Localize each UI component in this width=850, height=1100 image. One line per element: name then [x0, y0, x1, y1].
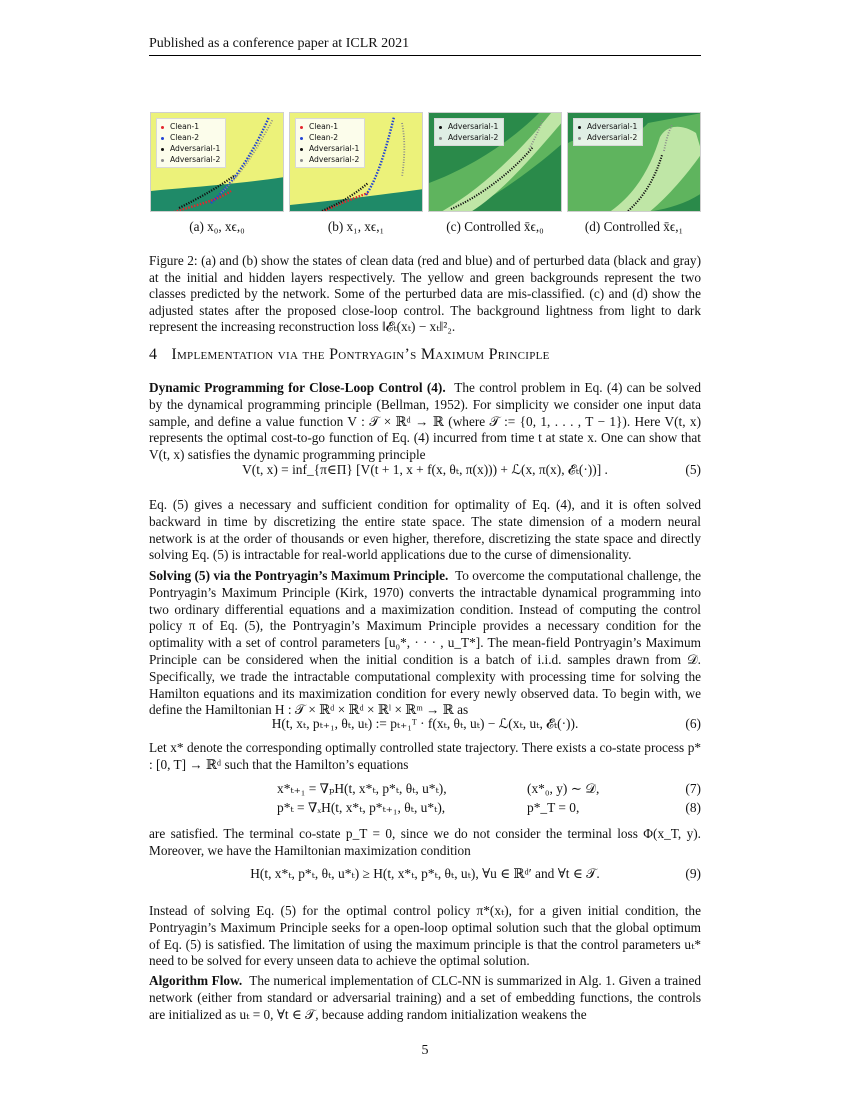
- legend-label: Adversarial-2: [170, 155, 221, 164]
- legend-label: Clean-2: [170, 133, 200, 142]
- legend-entry: [161, 132, 220, 143]
- clean-1-marker: [300, 126, 303, 129]
- equation-number: (8): [685, 800, 701, 815]
- paragraph-title: Solving (5) via the Pontryagin’s Maximum Principle.: [149, 568, 449, 583]
- page-number: 5: [421, 1043, 429, 1058]
- legend-entry: [161, 143, 220, 154]
- panel-d: [567, 112, 701, 212]
- adversarial-1-marker: [161, 148, 164, 151]
- adversarial-2-marker: [578, 137, 581, 140]
- equation-6: [149, 716, 701, 736]
- panel-d-legend: [573, 118, 643, 146]
- legend-label: Adversarial-1: [448, 122, 499, 131]
- figure-2: [150, 112, 702, 242]
- legend-label: Adversarial-2: [587, 133, 638, 142]
- panel-c-caption: (c) Controlled x̄ϵ,₀: [446, 219, 544, 234]
- legend-entry: [300, 154, 359, 165]
- paragraph-title: Algorithm Flow.: [149, 973, 243, 988]
- legend-entry: [578, 121, 637, 132]
- paragraph-eq5-discussion: Eq. (5) gives a necessary and sufficient condition for optimality of Eq. (4), and it is often solved backward in time by discretizing the entire state space. The state dimension of a modern neural network is at the order of thousands or even higher, therefore, discretizing the state space and directly solving Eq. (5) is intractable for real-world applications due to the curse of dimensionality.: [149, 497, 701, 563]
- clean-2-marker: [300, 137, 303, 140]
- legend-entry: [300, 132, 359, 143]
- paragraph-title: Dynamic Programming for Close-Loop Control (4).: [149, 380, 446, 395]
- paragraph-text: The control problem in Eq. (4) can be solved by the dynamical programming principle (Bellman, 1952). For simplicity we consider one input data sample, and define a value function V : 𝒯 × ℝᵈ → ℝ (where 𝒯 := {0, 1, . . . , T − 1}). Here V(t, x) represents the optimal cost-to-go function of Eq. (4) incurred from time t at state x. One can show that V(t, x) satisfies the dynamic programming principle: [149, 380, 701, 463]
- paragraph-pontryagin: [149, 568, 701, 719]
- equation-right: (x*₀, y) ∼ 𝒟,: [527, 781, 600, 796]
- panel-a-legend: [156, 118, 226, 168]
- adversarial-1-marker: [439, 126, 442, 129]
- equation-body: V(t, x) = inf_{π∈Π} [V(t + 1, x + f(x, θₜ, π(x))) + ℒ(x, π(x), 𝓔ₜ(·))] .: [242, 462, 608, 477]
- paragraph-terminal-costate: are satisfied. The terminal co-state p_T = 0, since we do not consider the terminal loss Φ(x_T, y). Moreover, we have the Hamiltonian maximization condition: [149, 826, 701, 858]
- legend-entry: [300, 121, 359, 132]
- panel-d-caption: (d) Controlled x̄ϵ,₁: [584, 219, 684, 234]
- clean-2-marker: [161, 137, 164, 140]
- legend-entry: [439, 121, 498, 132]
- legend-label: Clean-1: [309, 122, 339, 131]
- paragraph-text: The numerical implementation of CLC-NN is summarized in Alg. 1. Given a trained network (either from standard or adversarial training) and a set of embedding functions, the controls are initialized as uₜ = 0, ∀t ∈ 𝒯, because adding random initialization weakens the: [149, 973, 701, 1022]
- section-title: Implementation via the Pontryagin’s Maximum Principle: [171, 346, 550, 363]
- adversarial-2-marker: [439, 137, 442, 140]
- panel-a-caption: (a) x₀, xϵ,₀: [189, 219, 245, 234]
- equation-number: (5): [685, 462, 701, 477]
- legend-entry: [161, 121, 220, 132]
- equation-9: [149, 866, 701, 888]
- header-rule: [149, 55, 701, 56]
- equation-right: p*_T = 0,: [527, 800, 580, 815]
- panel-b-caption: (b) x₁, xϵ,₁: [327, 219, 385, 234]
- equation-number: (9): [685, 866, 701, 881]
- equation-number: (7): [685, 781, 701, 796]
- legend-label: Clean-1: [170, 122, 200, 131]
- panel-c: [428, 112, 562, 212]
- legend-entry: [300, 143, 359, 154]
- legend-entry: [161, 154, 220, 165]
- equation-5: [149, 462, 701, 484]
- paragraph-text: To overcome the computational challenge, the Pontryagin’s Maximum Principle (Kirk, 1970) converts the intractable dynamical programming into two ordinary differential equations and a maximization condition. Instead of computing the control policy π of Eq. (5), the Pontryagin’s Maximum Principle provides a necessary condition for the optimality with a set of control parameters [u₀*, · · · , u_T*]. The mean-field Pontryagin’s Maximum Principle can be considered when the initial condition is a batch of i.i.d. samples drawn from 𝒟. Specifically, we trade the intractable computational complexity with processing time for solving the Hamilton equations and its maximization condition for every newly observed data. To begin with, we define the Hamiltonian H : 𝒯 × ℝᵈ × ℝᵈ × ℝˡ × ℝᵐ → ℝ as: [149, 568, 701, 718]
- equation-7: [149, 781, 701, 801]
- legend-label: Adversarial-1: [587, 122, 638, 131]
- adversarial-2-marker: [161, 159, 164, 162]
- section-heading: [149, 346, 550, 364]
- legend-label: Clean-2: [309, 133, 339, 142]
- paragraph-algorithm-flow: [149, 973, 701, 1023]
- equation-left: x*ₜ₊₁ = ∇ₚH(t, x*ₜ, p*ₜ, θₜ, u*ₜ),: [277, 781, 447, 796]
- legend-label: Adversarial-1: [170, 144, 221, 153]
- legend-entry: [439, 132, 498, 143]
- adversarial-1-marker: [578, 126, 581, 129]
- clean-1-marker: [161, 126, 164, 129]
- paragraph-dynamic-programming: [149, 380, 701, 464]
- equation-body: H(t, x*ₜ, p*ₜ, θₜ, u*ₜ) ≥ H(t, x*ₜ, p*ₜ, θₜ, uₜ), ∀u ∈ ℝᵈ′ and ∀t ∈ 𝒯.: [250, 866, 600, 881]
- section-number: 4: [149, 346, 158, 363]
- equation-number: (6): [685, 716, 701, 731]
- equation-left: p*ₜ = ∇ₓH(t, x*ₜ, p*ₜ₊₁, θₜ, u*ₜ),: [277, 800, 446, 815]
- legend-label: Adversarial-1: [309, 144, 360, 153]
- panel-b-legend: [295, 118, 365, 168]
- paragraph-costate: Let x* denote the corresponding optimally controlled state trajectory. There exists a co-state process p* : [0, T] → ℝᵈ such that the Hamilton’s equations: [149, 740, 701, 772]
- paragraph-open-loop: Instead of solving Eq. (5) for the optimal control policy π*(xₜ), for a given initial condition, the Pontryagin’s Maximum Principle seeks for a open-loop optimal solution such that the global optimum of Eq. (5) is satisfied. The limitation of using the maximum principle is that the control parameters uₜ* need to be solved for every unseen data to achieve the optimal solution.: [149, 903, 701, 969]
- legend-entry: [578, 132, 637, 143]
- running-header: Published as a conference paper at ICLR 2021: [149, 36, 410, 51]
- figure-caption: Figure 2: (a) and (b) show the states of clean data (red and blue) and of perturbed data (black and gray) at the initial and hidden layers respectively. The yellow and green backgrounds represent the two classes predicted by the network. Some of the perturbed data are mis-classified. (c) and (d) show the adjusted states after the proposed close-loop control. The background lightness from light to dark represent the increasing reconstruction loss ‖𝓔ₜ(xₜ) − xₜ‖²₂.: [149, 253, 701, 334]
- legend-label: Adversarial-2: [309, 155, 360, 164]
- panel-b: [289, 112, 423, 212]
- panel-c-legend: [434, 118, 504, 146]
- adversarial-2-marker: [300, 159, 303, 162]
- equation-8: [149, 800, 701, 820]
- panel-a: [150, 112, 284, 212]
- adversarial-1-marker: [300, 148, 303, 151]
- legend-label: Adversarial-2: [448, 133, 499, 142]
- equation-body: H(t, xₜ, pₜ₊₁, θₜ, uₜ) := pₜ₊₁ᵀ · f(xₜ, θₜ, uₜ) − ℒ(xₜ, uₜ, 𝓔ₜ(·)).: [271, 716, 579, 731]
